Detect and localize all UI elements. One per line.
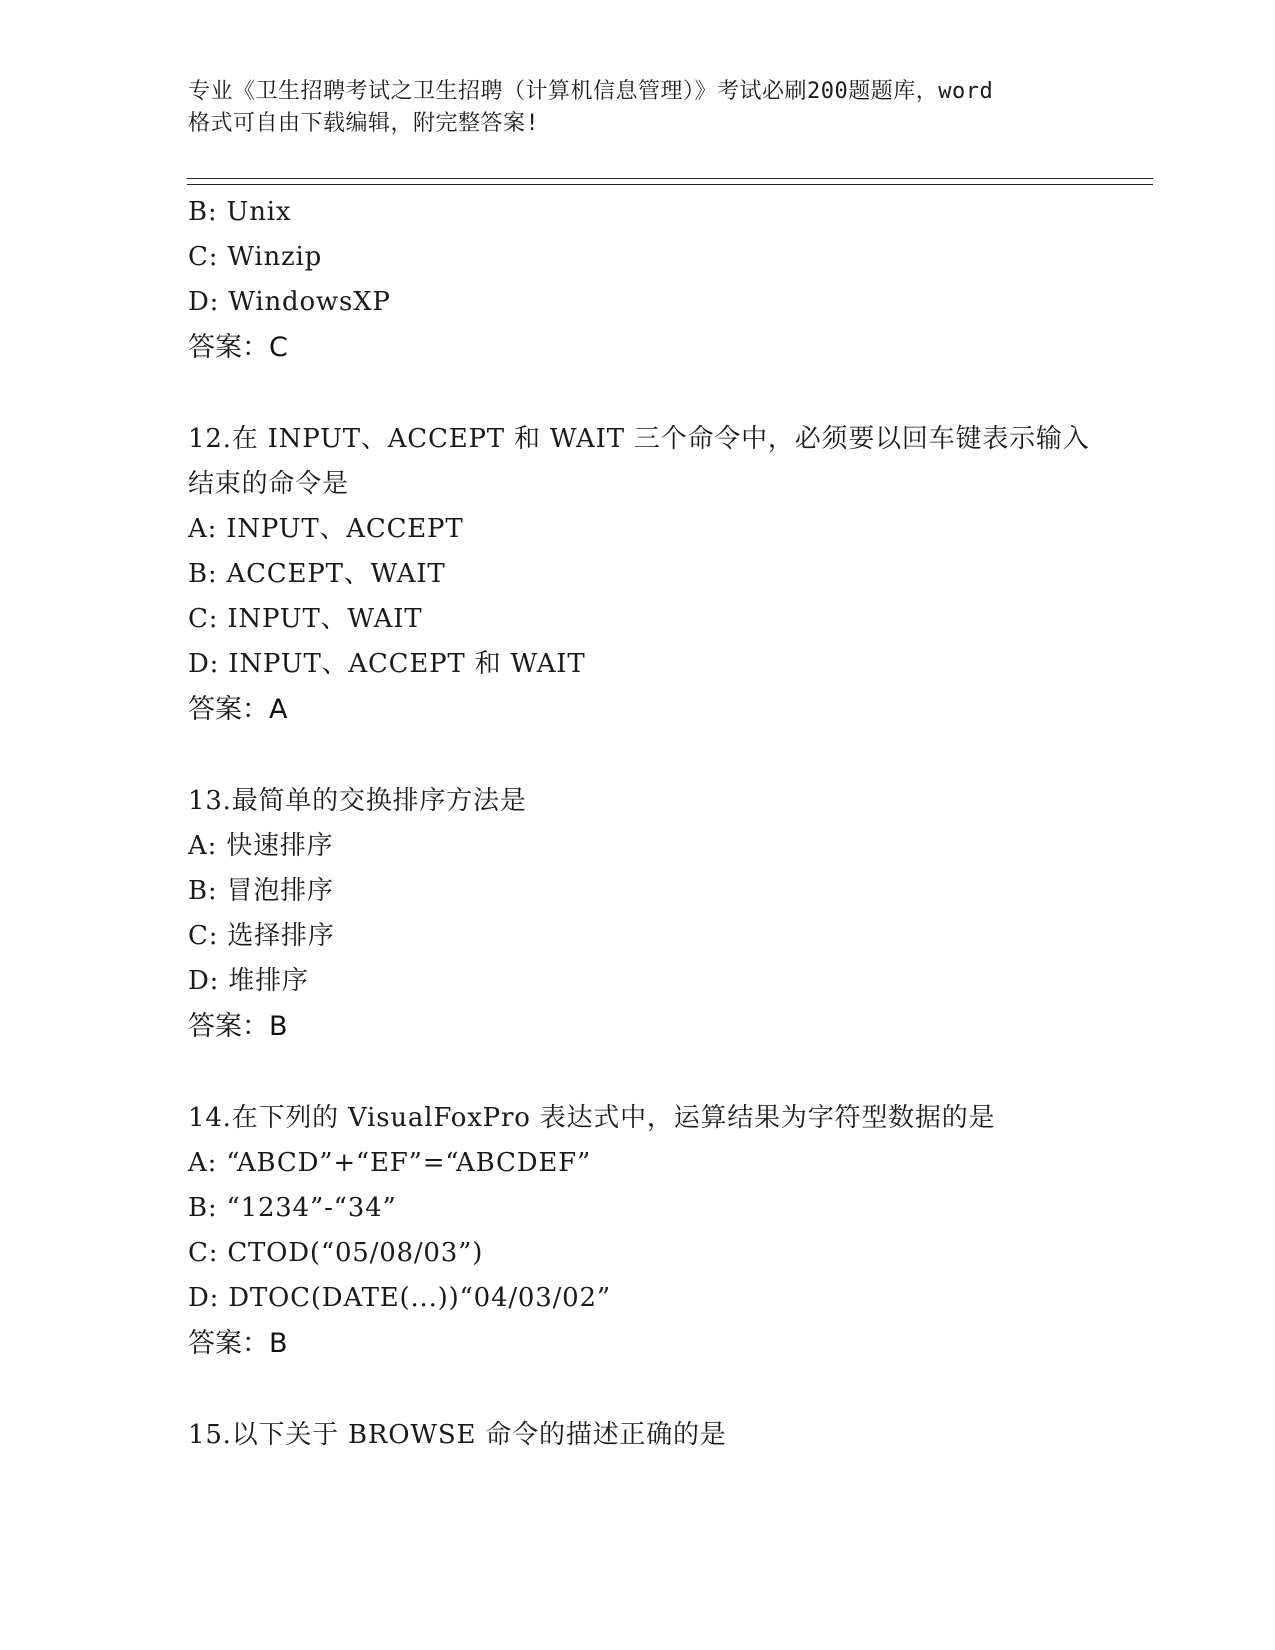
option-b: B: 冒泡排序 xyxy=(188,876,334,906)
header-rule-top xyxy=(187,178,1153,179)
question-stem: 15.以下关于 BROWSE 命令的描述正确的是 xyxy=(188,1420,727,1450)
option-a: A: 快速排序 xyxy=(188,831,334,861)
question-stem: 13.最简单的交换排序方法是 xyxy=(188,786,527,816)
option-c: C: Winzip xyxy=(188,242,323,272)
option-d: D: 堆排序 xyxy=(188,966,309,996)
header-line-1: 专业《卫生招聘考试之卫生招聘（计算机信息管理）》考试必刷200题题库，word xyxy=(188,79,994,104)
question-13 xyxy=(188,779,1088,1049)
header-line-2: 格式可自由下载编辑，附完整答案! xyxy=(188,111,540,136)
question-12 xyxy=(188,417,1088,732)
option-a: A: “ABCD”+“EF”=“ABCDEF” xyxy=(188,1148,592,1178)
answer: 答案：B xyxy=(188,1011,288,1042)
document-header xyxy=(188,76,1088,140)
option-d: D: INPUT、ACCEPT 和 WAIT xyxy=(188,649,586,679)
answer: 答案：A xyxy=(188,694,288,725)
header-rule-bottom xyxy=(187,184,1153,185)
option-c: C: CTOD(“05/08/03”) xyxy=(188,1238,484,1268)
question-stem: 14.在下列的 VisualFoxPro 表达式中，运算结果为字符型数据的是 xyxy=(188,1103,996,1133)
question-list xyxy=(188,190,1088,1458)
question-15 xyxy=(188,1413,1088,1458)
option-d: D: DTOC(DATE(...))“04/03/02” xyxy=(188,1283,611,1313)
option-a: A: INPUT、ACCEPT xyxy=(188,514,464,544)
question-stem: 12.在 INPUT、ACCEPT 和 WAIT 三个命令中，必须要以回车键表示输入 xyxy=(188,424,1090,454)
answer: 答案：B xyxy=(188,1328,288,1359)
question-11 xyxy=(188,190,1088,370)
option-d: D: WindowsXP xyxy=(188,287,391,317)
question-stem-continued: 结束的命令是 xyxy=(188,469,349,499)
answer: 答案：C xyxy=(188,332,288,363)
question-14 xyxy=(188,1096,1088,1366)
option-b: B: ACCEPT、WAIT xyxy=(188,559,446,589)
option-c: C: 选择排序 xyxy=(188,921,335,951)
option-b: B: Unix xyxy=(188,197,292,227)
option-b: B: “1234”-“34” xyxy=(188,1193,397,1223)
option-c: C: INPUT、WAIT xyxy=(188,604,423,634)
